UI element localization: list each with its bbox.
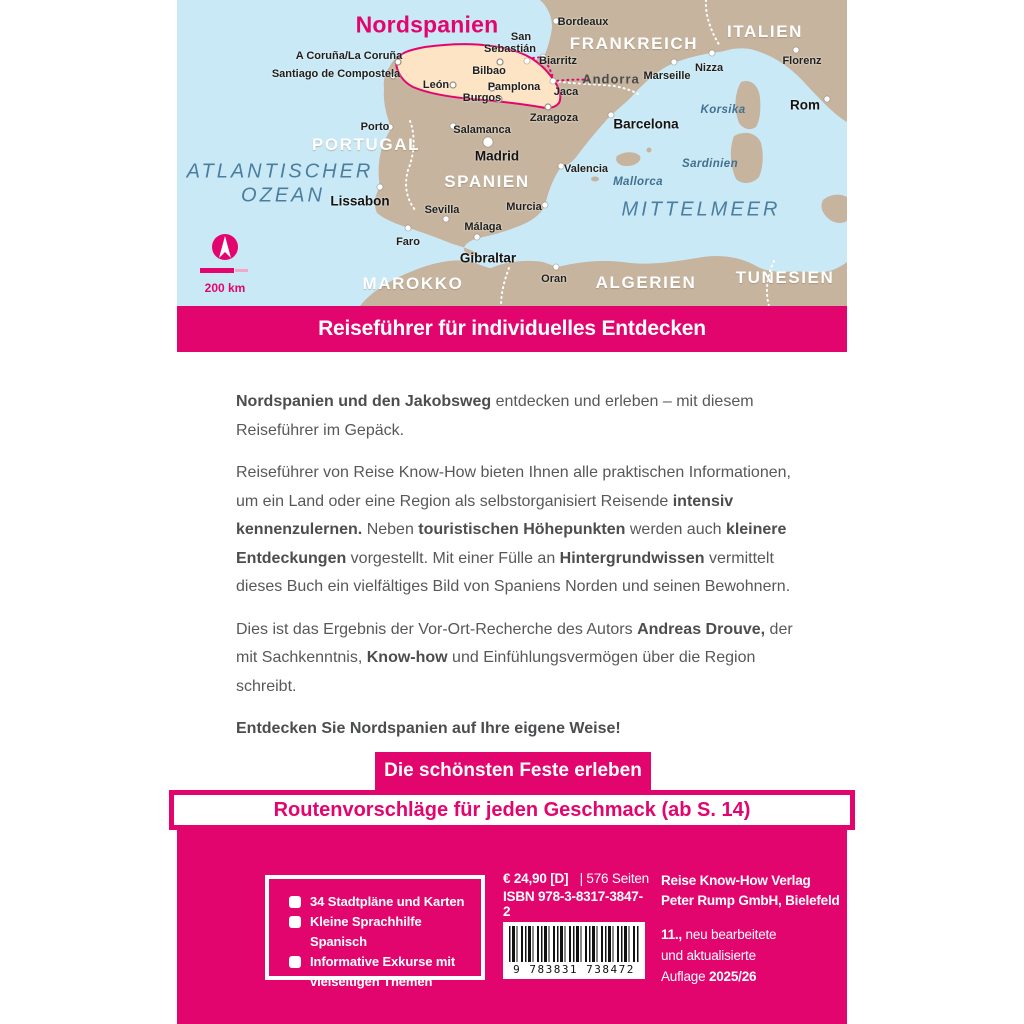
- map-label-mallorca: Mallorca: [613, 176, 663, 188]
- map-label-ozean: OZEAN: [241, 184, 325, 207]
- routen-bar: [169, 790, 855, 830]
- feste-text: Die schönsten Feste erleben: [384, 760, 642, 781]
- price: € 24,90 [D]: [503, 871, 569, 886]
- map-label-zaragoza: Zaragoza: [529, 112, 579, 124]
- map-label-florenz: Florenz: [782, 55, 822, 67]
- map-label-porto: Porto: [360, 121, 390, 133]
- routen-text: Routenvorschläge für jeden Geschmack (ab S. 14): [273, 799, 751, 821]
- overview-map: [177, 0, 847, 306]
- map-label-faro: Faro: [396, 236, 420, 248]
- compass-icon: [210, 232, 240, 264]
- map-label-rom: Rom: [790, 97, 820, 113]
- paragraph: Dies ist das Ergebnis der Vor-Ort-Recherche des Autors Andreas Drouve, der mit Sachkenntnis, Know-how und Einfühlungsvermögen über die Region schreibt.: [236, 620, 793, 695]
- feste-box: [375, 752, 651, 790]
- feature-item: Kleine Sprachhilfe Spanisch: [289, 912, 473, 952]
- feature-item: Informative Exkurse mit vielseitigen Themen: [289, 952, 473, 992]
- page-count: | 576 Seiten: [579, 871, 649, 886]
- publisher-block: [661, 871, 840, 911]
- isbn: ISBN 978-3-8317-3847-2: [503, 889, 643, 919]
- barcode: [503, 922, 645, 979]
- checkbox-bullet-icon: [289, 916, 301, 928]
- scale-bar: [200, 268, 234, 273]
- map-label-pamplona: Pamplona: [487, 81, 541, 93]
- map-label-bilbao: Bilbao: [472, 65, 506, 77]
- map-label-biarritz: Biarritz: [539, 55, 577, 67]
- map-label-le-n: León: [422, 79, 450, 91]
- edition-line1: 11., neu bearbeitete: [661, 927, 777, 942]
- barcode-digits: 9 783831 738472: [513, 963, 635, 976]
- pricing-block: [503, 871, 649, 919]
- map-label-italien: ITALIEN: [726, 22, 804, 41]
- map-label-a-coru-a-la-coru-a: A Coruña/La Coruña: [295, 50, 403, 62]
- map-label-oran: Oran: [541, 273, 567, 285]
- checkbox-bullet-icon: [289, 896, 301, 908]
- body-text: [236, 352, 801, 758]
- checkbox-bullet-icon: [289, 956, 301, 968]
- map-label-tunesien: TUNESIEN: [735, 268, 835, 287]
- map-label-algerien: ALGERIEN: [595, 273, 697, 292]
- map-label-mittelmeer: MITTELMEER: [621, 198, 781, 221]
- map-label-murcia: Murcia: [506, 201, 542, 213]
- map-label-andorra: Andorra: [582, 71, 640, 87]
- paragraph: Reiseführer von Reise Know-How bieten Ihnen alle praktischen Informationen, um ein Land oder eine Region als selbstorganisiert Reisende intensiv kennenzulernen. Neben touristischen Höhepunkten werden auch kleinere Entdeckungen vorgestellt. Mit einer Fülle an Hintergrundwissen vermittelt dieses Buch ein vielfältiges Bild von Spaniens Norden und seinen Bewohnern.: [236, 464, 791, 595]
- map-label-korsika: Korsika: [700, 104, 746, 116]
- feature-list: [289, 892, 473, 992]
- map-label-santiago-de-compostela: Santiago de Compostela: [271, 68, 401, 80]
- map-label-sevilla: Sevilla: [424, 204, 460, 216]
- map-label-nizza: Nizza: [694, 62, 724, 74]
- map-label-bordeaux: Bordeaux: [557, 16, 609, 28]
- paragraph: Nordspanien und den Jakobsweg entdecken und erleben – mit diesem Reiseführer im Gepäck.: [236, 393, 754, 439]
- map-label-salamanca: Salamanca: [453, 124, 511, 136]
- edition-block: [661, 924, 776, 987]
- tagline-text: Reiseführer für individuelles Entdecken: [318, 317, 706, 340]
- barcode-bars-icon: [509, 926, 639, 962]
- map-label-m-laga: Málaga: [464, 221, 502, 233]
- map-label-burgos: Burgos: [462, 92, 502, 104]
- map-label-lissabon: Lissabon: [330, 193, 390, 209]
- map-label-sebasti-n: Sebastián: [484, 43, 536, 55]
- feature-box: [265, 875, 485, 989]
- footer-panel: [177, 830, 847, 1024]
- publisher-line1: Reise Know-How Verlag: [661, 873, 811, 888]
- map-label-atlantischer: ATLANTISCHER: [186, 160, 374, 183]
- map-label-spanien: SPANIEN: [444, 172, 530, 191]
- map-label-marokko: MAROKKO: [362, 274, 464, 293]
- edition-line2: und aktualisierte: [661, 948, 756, 963]
- map-label-jaca: Jaca: [553, 86, 579, 98]
- map-label-200-km: 200 km: [204, 281, 246, 295]
- map-label-san: San: [510, 31, 532, 43]
- paragraph: Entdecken Sie Nordspanien auf Ihre eigene Weise!: [236, 720, 621, 737]
- map-label-marseille: Marseille: [643, 70, 691, 82]
- feature-item: 34 Stadtpläne und Karten: [289, 892, 473, 912]
- map-label-gibraltar: Gibraltar: [459, 250, 517, 266]
- map-label-frankreich: FRANKREICH: [569, 34, 699, 53]
- map-label-nordspanien: Nordspanien: [355, 11, 499, 38]
- map-label-valencia: Valencia: [563, 163, 609, 175]
- map-label-sardinien: Sardinien: [681, 158, 739, 170]
- edition-line3: Auflage 2025/26: [661, 969, 757, 984]
- scale-bar-segment: [235, 269, 248, 272]
- map-label-portugal: PORTUGAL: [311, 135, 421, 154]
- map-label-barcelona: Barcelona: [613, 116, 679, 132]
- tagline-banner: [177, 306, 847, 352]
- publisher-line2: Peter Rump GmbH, Bielefeld: [661, 893, 840, 908]
- map-label-madrid: Madrid: [474, 148, 520, 164]
